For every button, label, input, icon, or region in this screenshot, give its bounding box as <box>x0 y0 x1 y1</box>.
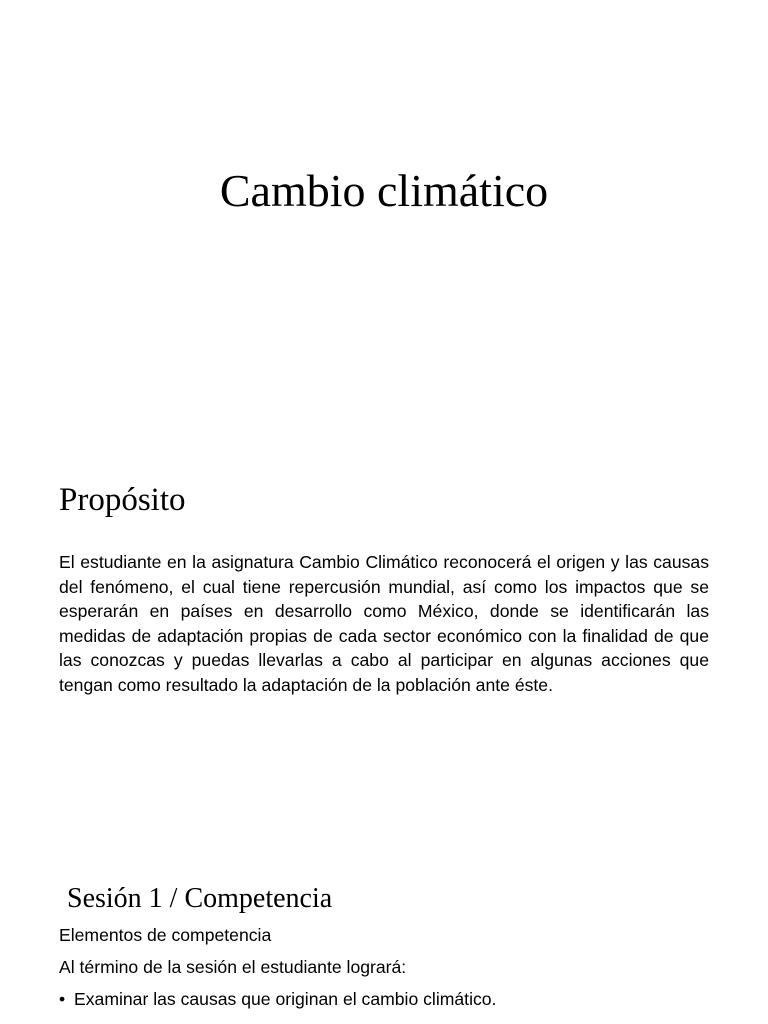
session-heading: Sesión 1 / Competencia <box>67 883 333 914</box>
competence-elements-label: Elementos de competencia <box>59 925 272 945</box>
slide-title <box>0 0 768 432</box>
purpose-paragraph: El estudiante en la asignatura Cambio Climático reconocerá el origen y las causas del fenómeno, el cual tiene repercusión mundial, así como los impactos que se esperarán en países en desarrollo como México, donde se identificarán las medidas de adaptación propias de cada sector económico con la finalidad de que las conozcas y puedas llevarlas a cabo al participar en algunas acciones que tengan como resultado la adaptación de la población ante éste. <box>59 552 709 695</box>
list-item <box>59 987 496 1011</box>
session-intro-text: Al término de la sesión el estudiante logrará: <box>59 957 407 977</box>
slide-session-1 <box>0 864 768 1024</box>
document-title: Cambio climático <box>219 165 549 216</box>
list-item-text: Examinar las causas que originan el cambio climático. <box>74 989 497 1009</box>
purpose-heading: Propósito <box>59 482 186 518</box>
bullet-icon: • <box>59 989 66 1009</box>
objectives-list <box>59 987 496 1011</box>
slide-purpose <box>0 432 768 864</box>
